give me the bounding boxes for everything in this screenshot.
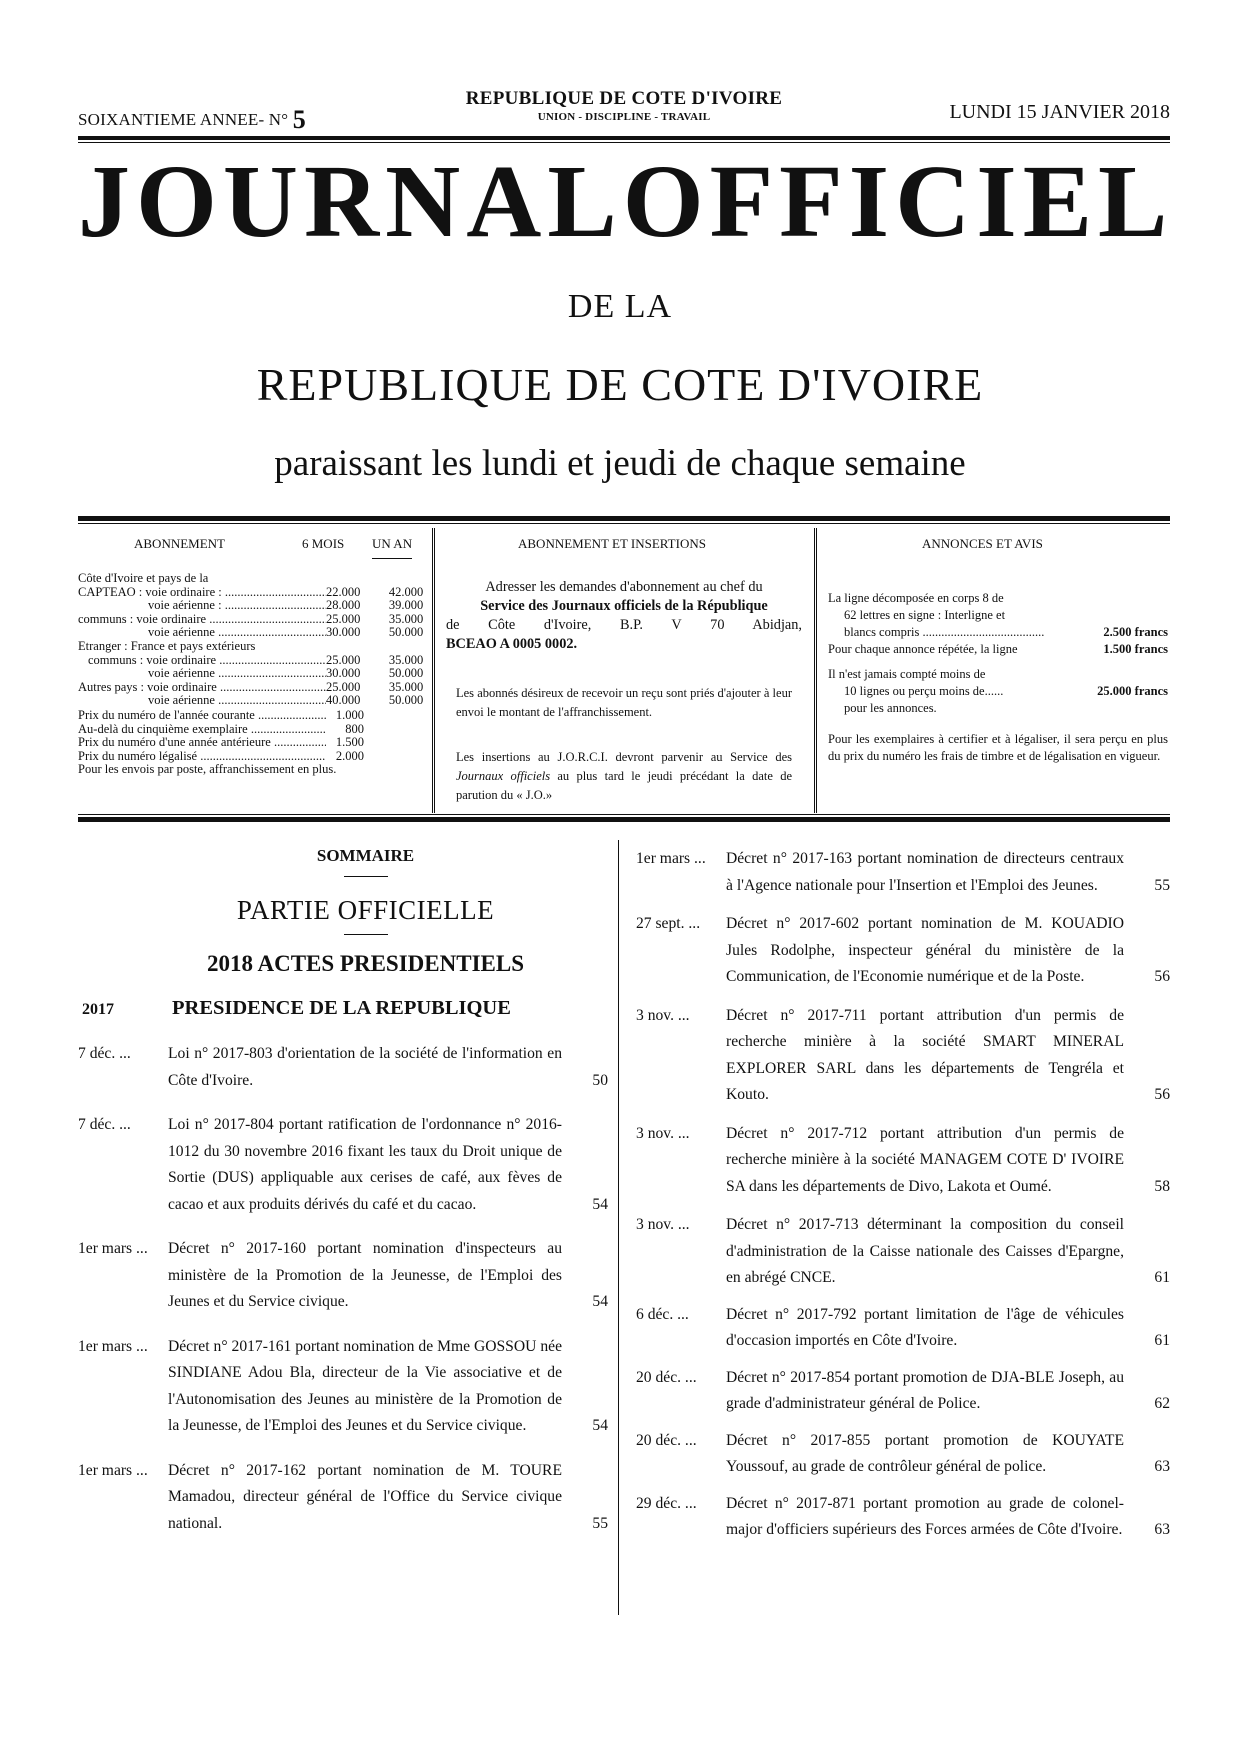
entry-page: 54 — [592, 1195, 608, 1213]
abonnement-row-label: CAPTEAO : voie ordinaire : ..... — [78, 586, 326, 600]
entry-page: 62 — [1154, 1395, 1170, 1412]
prix-row-value: 1.500 — [335, 735, 364, 750]
annonces-line4: Pour chaque annonce répétée, la ligne 1.500 francs — [828, 642, 1168, 656]
annonces-paragraph: Pour les exemplaires à certifier et à légaliser, il sera perçu en plus du prix du numéro les frais de timbre et de légalisation en vigueur. — [828, 732, 1168, 763]
sommaire-entry — [636, 1491, 1170, 1544]
box-bottom-rule — [78, 817, 1170, 822]
abonnement-row — [78, 640, 430, 654]
abonnement-row — [78, 626, 430, 640]
abonnement-row-6mois: 40.000 — [326, 693, 361, 708]
insertions-p3 — [456, 748, 792, 805]
abonnement-row — [78, 654, 430, 668]
abonnement-table — [78, 572, 430, 777]
abonnement-row — [78, 599, 430, 613]
prix-row-value: 800 — [345, 721, 364, 736]
entry-text: Décret n° 2017-711 portant attribution d'un permis de recherche minière à la société SMART MINERAL EXPLORER SARL dans les départements de Tengréla et Kouto. — [726, 1006, 1124, 1103]
entry-date: 3 nov. ... — [636, 1124, 690, 1142]
box-top-rule-thin — [78, 523, 1170, 524]
right-entries — [636, 846, 1170, 1544]
section-presidence: PRESIDENCE DE LA REPUBLIQUE — [172, 997, 511, 1019]
prix-row — [78, 736, 430, 750]
entry-page: 55 — [592, 1514, 608, 1532]
annonces-line5: Il n'est jamais compté moins de — [828, 667, 986, 681]
sommaire-entry — [636, 1428, 1170, 1481]
entry-text: Décret n° 2017-854 portant promotion de DJA-BLE Joseph, au grade d'administrateur général de Police. — [726, 1368, 1124, 1412]
abonnement-row-6mois — [326, 640, 382, 654]
sommaire-entry — [78, 1334, 608, 1440]
annonces-box — [826, 528, 1170, 813]
entry-date: 6 déc. ... — [636, 1305, 689, 1323]
entry-page: 61 — [1154, 1332, 1170, 1349]
abonnement-row-unan: 35.000 — [388, 611, 424, 626]
sommaire-entry — [636, 911, 1170, 991]
insertions-p3-a: Les insertions au J.O.R.C.I. devront parvenir au Service des — [456, 750, 792, 764]
entry-date: 29 déc. ... — [636, 1494, 697, 1512]
abonnement-row-6mois: 30.000 — [326, 625, 361, 640]
abonnement-intro: Côte d'Ivoire et pays de la — [78, 571, 209, 585]
sommaire-entry — [636, 1302, 1170, 1355]
entry-page: 54 — [592, 1293, 608, 1310]
abonnement-row-label: Etranger : France et pays extérieurs — [78, 639, 256, 653]
entry-text: Décret n° 2017-792 portant limitation de l'âge de véhicules d'occasion importés en Côte d'Ivoire. — [726, 1305, 1124, 1349]
abonnement-col-unan: UN AN — [372, 536, 413, 551]
entry-text: Décret n° 2017-160 portant nomination d'inspecteurs au ministère de la Promotion de la Jeunesse, de l'Emploi des Jeunes et du Service civique. — [168, 1240, 562, 1310]
abonnement-row — [78, 586, 430, 600]
abonnement-row-6mois: 30.000 — [326, 666, 361, 681]
entry-text: Décret n° 2017-713 déterminant la composition du conseil d'administration de la Caisse nationale des Caisses d'Epargne, en abrégé CNCE. — [726, 1216, 1124, 1286]
entry-page: 58 — [1154, 1177, 1170, 1195]
insertions-p1-line1: Adresser les demandes d'abonnement au chef du — [485, 579, 763, 595]
abonnement-row-unan: 35.000 — [388, 652, 424, 667]
entry-date: 1er mars ... — [78, 1461, 148, 1479]
abonnement-heading: ABONNEMENT — [134, 536, 225, 551]
insertions-box — [446, 528, 802, 813]
annonces-tarifs — [828, 590, 1168, 765]
title-word-officiel: OFFICIEL — [622, 144, 1174, 259]
entry-page: 56 — [1154, 1086, 1170, 1103]
sommaire-entry — [636, 1003, 1170, 1109]
entry-text: Décret n° 2017-871 portant promotion au grade de colonel-major d'officiers supérieurs des Forces armées de Côte d'Ivoire. — [726, 1494, 1124, 1538]
republic-name: REPUBLIQUE DE COTE D'IVOIRE — [465, 88, 783, 109]
entry-page: 55 — [1154, 876, 1170, 894]
entry-page: 61 — [1154, 1269, 1170, 1286]
sommaire-entry — [636, 1365, 1170, 1418]
prix-row-label: Prix du numéro de l'année courante ..... — [78, 709, 326, 723]
prix-row-value: 2.000 — [335, 748, 364, 763]
entry-text: Décret n° 2017-712 portant attribution d'un permis de recherche minière à la société MANAGEM COTE D' IVOIRE SA dans les départements de Divo, Lakota et Oumé. — [726, 1124, 1124, 1195]
abonnement-row-label: communs : voie ordinaire ..... — [78, 613, 326, 627]
entry-page: 54 — [592, 1417, 608, 1434]
entry-text: Loi n° 2017-803 d'orientation de la société de l'information en Côte d'Ivoire. — [168, 1045, 562, 1089]
annonces-line1: La ligne décomposée en corps 8 de — [828, 591, 1004, 605]
abonnement-row — [78, 681, 430, 695]
annonces-line2: 62 lettres en signe : Interligne et — [844, 608, 1006, 622]
abonnement-row-6mois: 25.000 — [326, 652, 361, 667]
prix-row — [78, 709, 430, 723]
entry-page: 63 — [1154, 1458, 1170, 1475]
abonnement-row-6mois: 25.000 — [326, 679, 361, 694]
issue-date: LUNDI 15 JANVIER 2018 — [949, 101, 1170, 123]
title-word-journal: JOURNAL — [78, 144, 623, 259]
annonces-line3: blancs compris ..... 2.500 francs — [828, 624, 1168, 641]
abonnement-row-6mois: 28.000 — [326, 598, 361, 613]
abonnement-row — [78, 613, 430, 627]
box-top-rule — [78, 516, 1170, 521]
entry-date: 7 déc. ... — [78, 1116, 131, 1133]
top-rule — [78, 136, 1170, 140]
issue-number: 5 — [292, 105, 306, 134]
prix-rows — [78, 709, 430, 763]
insertions-p1-line4: BCEAO A 0005 0002. — [446, 636, 578, 652]
abonnement-note: Pour les envois par poste, affranchissement en plus. — [78, 762, 337, 777]
sommaire-entry — [78, 1041, 608, 1094]
entry-page: 63 — [1154, 1521, 1170, 1538]
entry-date: 1er mars ... — [636, 850, 706, 867]
entry-page: 50 — [592, 1071, 608, 1089]
box-divider-2 — [814, 528, 817, 813]
box-bottom-rule-thin — [78, 814, 1170, 815]
motto: UNION - DISCIPLINE - TRAVAIL — [537, 111, 711, 123]
abonnement-row-label: communs : voie ordinaire ..... — [78, 654, 326, 668]
abonnement-row-unan: 50.000 — [388, 625, 424, 640]
prix-row — [78, 723, 430, 737]
box-divider-1 — [432, 528, 435, 813]
entry-date: 3 nov. ... — [636, 1006, 690, 1024]
insertions-p1-line2: Service des Journaux officiels de la République — [480, 598, 768, 614]
abonnement-col-6mois: 6 MOIS — [302, 536, 345, 551]
entry-date: 3 nov. ... — [636, 1216, 690, 1233]
entry-date: 20 déc. ... — [636, 1431, 697, 1449]
entry-date: 7 déc. ... — [78, 1045, 131, 1062]
sommaire-title: SOMMAIRE — [316, 846, 415, 865]
publication-frequency: paraissant les lundi et jeudi de chaque semaine — [274, 443, 966, 484]
prix-row — [78, 750, 430, 764]
actes-presidentiels: 2018 ACTES PRESIDENTIELS — [207, 951, 524, 976]
col-underline — [372, 558, 412, 559]
sommaire-entry — [636, 1212, 1170, 1292]
issue-year-text: SOIXANTIEME ANNEE- N° — [78, 110, 289, 129]
abonnement-row-unan: 39.000 — [388, 598, 424, 613]
insertions-heading: ABONNEMENT ET INSERTIONS — [518, 536, 706, 551]
entry-text: Décret n° 2017-161 portant nomination de Mme GOSSOU née SINDIANE Adou Bla, directeur de la Vie associative et de l'Autonomisation des Jeunes au ministère de la Promotion de la Jeunesse, de l'Emploi des Jeunes et du Service civique. — [168, 1337, 562, 1434]
partie-officielle: PARTIE OFFICIELLE — [236, 895, 495, 925]
section-year: 2017 — [82, 1001, 114, 1018]
entry-date: 1er mars ... — [78, 1337, 148, 1355]
entry-text: Décret n° 2017-163 portant nomination de directeurs centraux à l'Agence nationale pour l'Insertion et l'Emploi des Jeunes. — [726, 850, 1124, 894]
annonces-heading: ANNONCES ET AVIS — [922, 536, 1043, 551]
entry-text: Décret n° 2017-602 portant nomination de M. KOUADIO Jules Rodolphe, inspecteur général du ministère de la Communication, de l'Economie numérique et de la Poste. — [726, 915, 1124, 985]
abonnement-row-label: voie aérienne ..... — [78, 667, 326, 681]
title-de-la: DE LA — [567, 288, 673, 325]
prix-row-label: Prix du numéro légalisé ..... — [78, 750, 326, 764]
sommaire-entry — [78, 1458, 608, 1538]
sommaire-entry — [636, 846, 1170, 899]
prix-row-value: 1.000 — [335, 707, 364, 722]
partie-rule — [344, 934, 388, 935]
abonnement-row-unan: 50.000 — [388, 693, 424, 708]
abonnement-row-6mois: 25.000 — [326, 611, 361, 626]
sommaire-entry — [78, 1236, 608, 1316]
annonces-price-3: 25.000 francs — [1097, 684, 1168, 698]
abonnement-row — [78, 694, 430, 708]
left-entries — [78, 1041, 608, 1537]
abonnement-row-unan: 35.000 — [388, 679, 424, 694]
abonnement-rows — [78, 586, 430, 708]
abonnement-box — [78, 528, 430, 813]
annonces-line6: 10 lignes ou perçu moins de ...... 25.000 francs — [844, 684, 1168, 698]
insertions-p2: Les abonnés désireux de recevoir un reçu sont priés d'ajouter à leur envoi le montant de l'affranchissement. — [456, 686, 792, 719]
entry-page: 56 — [1154, 968, 1170, 985]
abonnement-row-label: voie aérienne ..... — [78, 694, 326, 708]
prix-row-label: Prix du numéro d'une année antérieure ..... — [78, 736, 326, 750]
insertions-p1 — [446, 578, 802, 654]
annonces-price-1: 2.500 francs — [1103, 625, 1168, 639]
abonnement-row-unan: 50.000 — [388, 666, 424, 681]
column-divider — [618, 840, 619, 1615]
entry-date: 1er mars ... — [78, 1240, 148, 1257]
abonnement-row-label: voie aérienne ..... — [78, 626, 326, 640]
sommaire-entry — [78, 1112, 608, 1218]
entry-text: Décret n° 2017-162 portant nomination de M. TOURE Mamadou, directeur général de l'Office du Service civique national. — [168, 1461, 562, 1532]
abonnement-row — [78, 667, 430, 681]
title-republique: REPUBLIQUE DE COTE D'IVOIRE — [256, 359, 984, 410]
sommaire-right-column — [636, 846, 1170, 1544]
insertions-p1-line3: de Côte d'Ivoire, B.P. V 70 Abidjan, — [446, 617, 802, 633]
abonnement-row-label: voie aérienne : ..... — [78, 599, 326, 613]
annonces-line7: pour les annonces. — [844, 701, 937, 715]
abonnement-row-unan: 42.000 — [388, 584, 424, 599]
top-rule-thin — [78, 142, 1170, 143]
abonnement-row-label: Autres pays : voie ordinaire ..... — [78, 681, 326, 695]
entry-date: 27 sept. ... — [636, 915, 701, 932]
journal-title — [78, 144, 1174, 259]
insertions-p3-b: Journaux officiels — [456, 769, 551, 783]
insertions-p3-c: au plus tard le jeudi précédant la date de parution du « J.O.» — [456, 769, 792, 802]
sommaire-rule — [344, 876, 388, 877]
entry-text: Loi n° 2017-804 portant ratification de l'ordonnance n° 2016-1012 du 30 novembre 2016 fixant les taux du Droit unique de Sortie (DUS) appliquable aux cerises de café, aux fèves de cacao et aux produits dérivés du café et du cacao. — [168, 1116, 562, 1213]
masthead — [78, 88, 1170, 134]
sommaire-left-column — [78, 846, 608, 1537]
prix-row-label: Au-delà du cinquième exemplaire ..... — [78, 723, 326, 737]
annonces-price-2: 1.500 francs — [1103, 642, 1168, 656]
abonnement-row-6mois: 22.000 — [326, 584, 361, 599]
abonnement-row-unan — [382, 640, 430, 654]
entry-date: 20 déc. ... — [636, 1368, 697, 1386]
entry-text: Décret n° 2017-855 portant promotion de KOUYATE Youssouf, au grade de contrôleur général de police. — [726, 1431, 1124, 1475]
sommaire-entry — [636, 1121, 1170, 1201]
